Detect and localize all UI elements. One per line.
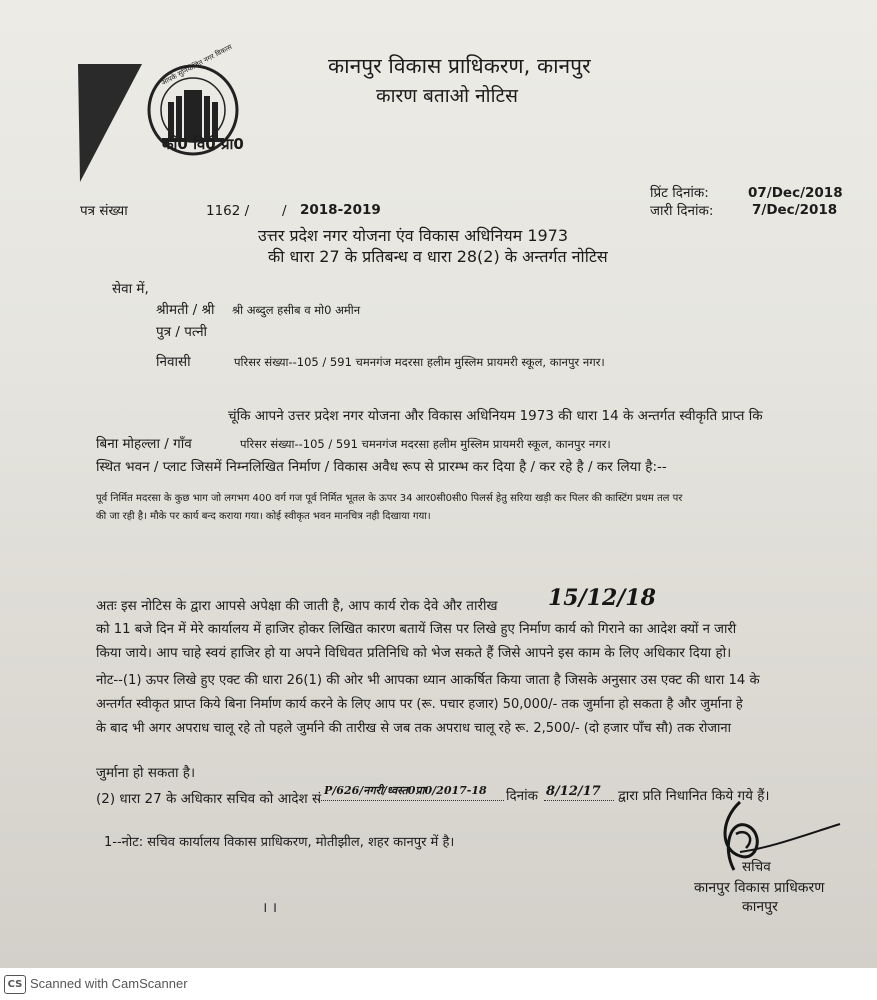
kda-logo — [138, 62, 248, 172]
subject-line-1: उत्तर प्रदेश नगर योजना एंव विकास अधिनियम 1973 — [258, 226, 569, 245]
mohalla-label: बिना मोहल्ला / गाँव — [96, 436, 192, 452]
note1-line-1: नोट--(1) ऊपर लिखे हुए एक्ट की धारा 26(1) की ओर भी आपका ध्यान आकर्षित किया जाता है जिसके अनुसार उस एक्ट की धारा 14 के — [96, 673, 760, 688]
residence-label: निवासी — [156, 354, 191, 370]
mohalla-value: परिसर संख्या--105 / 591 चमनगंज मदरसा हलीम मुस्लिम प्रायमरी स्कूल, कानपुर नगर। — [240, 437, 611, 451]
camscanner-footer — [0, 968, 877, 1000]
note2-prefix: (2) धारा 27 के अधिकार सचिव को आदेश सं — [96, 791, 322, 807]
residence-value: परिसर संख्या--105 / 591 चमनगंज मदरसा हलीम मुस्लिम प्रायमरी स्कूल, कानपुर नगर। — [234, 355, 605, 369]
signatory-org: कानपुर विकास प्राधिकरण — [694, 880, 825, 896]
note1-line-3: के बाद भी अगर अपराध चालू रहे तो पहले जुर्माने की तारीख से जब तक अपराध चालू रहे रू. 2,500/- (दो हजार पाँच सौ) तक रोजाना — [96, 721, 731, 736]
ref-number: 1162 / — [206, 203, 250, 219]
ref-year: 2018-2019 — [300, 202, 381, 218]
note3: 1--नोट: सचिव कार्यालय विकास प्राधिकरण, मोतीझील, शहर कानपुर में है। — [104, 835, 455, 850]
para2-line-3: किया जाये। आप चाहे स्वयं हाजिर हो या अपने विधिवत प्रतिनिधि को भेज सकते हैं जिसे आपने इस काम के लिए अधिकार दिया हो। — [96, 645, 732, 661]
camscanner-text: Scanned with CamScanner — [30, 976, 188, 991]
recipient-name: श्री अब्दुल हसीब व मो0 अमीन — [232, 303, 361, 317]
authority-title: कानपुर विकास प्राधिकरण, कानपुर — [328, 54, 591, 78]
para1-line-1: चूंकि आपने उत्तर प्रदेश नगर योजना और विकास अधिनियम 1973 की धारा 14 के अन्तर्गत स्वीकृति प्राप्त कि — [228, 408, 763, 424]
to-label: सेवा में, — [112, 281, 149, 297]
subject-line-2: की धारा 27 के प्रतिबन्ध व धारा 28(2) के अन्तर्गत नोटिस — [268, 247, 608, 266]
ref-label: पत्र संख्या — [80, 203, 128, 219]
note1-line-2: अन्तर्गत स्वीकृत प्राप्त किये बिना निर्माण कार्य करने के लिए आप पर (रू. पचार हजार) 50,000/- तक जुर्माना हो सकता है और जुर्माना हे — [96, 697, 743, 712]
camscanner-logo-icon — [4, 975, 26, 994]
stray-marks: । । — [262, 900, 278, 916]
corner-mark — [76, 62, 146, 187]
hearing-date-handwritten: 15/12/18 — [548, 585, 656, 611]
construction-desc-1: पूर्व निर्मित मदरसा के कुछ भाग जो लगभग 400 वर्ग गज पूर्व निर्मित भूतल के ऊपर 34 आर0सी0सी0 पिलर्स हेतु सरिया खड़ी कर पिलर की कास्टिंग प्रथम तल पर — [96, 493, 683, 504]
logo-ring-text: आपके सुनियोजित नगर विकास — [160, 43, 234, 88]
note2-suffix: द्वारा प्रति निधानित किये गये हैं। — [618, 788, 770, 804]
para2-line-1: अतः इस नोटिस के द्वारा आपसे अपेक्षा की जाती है, आप कार्य रोक देवे और तारीख — [96, 598, 498, 614]
print-date-value: 07/Dec/2018 — [748, 185, 843, 201]
order-number-underline — [318, 800, 504, 801]
relation-label: पुत्र / पत्नी — [156, 324, 208, 340]
note1-line-4: जुर्माना हो सकता है। — [96, 765, 196, 781]
ref-sep: / — [282, 203, 287, 219]
construction-desc-2: की जा रही है। मौके पर कार्य बन्द कराया गया। कोई स्वीकृत भवन मानचित्र नही दिखाया गया। — [96, 511, 431, 522]
order-date-underline — [544, 800, 614, 801]
para1-line-3: स्थित भवन / प्लाट जिसमें निम्नलिखित निर्माण / विकास अवैध रूप से प्रारम्भ कर दिया है / कर रहे है / कर लिया है:-- — [96, 459, 667, 475]
issue-date-label: जारी दिनांक: — [650, 203, 714, 219]
logo-caption: का0 वि0 प्रा0 — [162, 135, 244, 153]
signatory-designation: सचिव — [742, 859, 771, 875]
para2-line-2: को 11 बजे दिन में मेरे कार्यालय में हाजिर होकर लिखित कारण बतायें जिस पर लिखे हुए निर्माण कार्य को गिराने का आदेश क्यों न जारी — [96, 622, 737, 637]
notice-title: कारण बताओ नोटिस — [376, 85, 518, 107]
signatory-city: कानपुर — [742, 899, 778, 915]
order-number-handwritten: P/626/नगरी/ध्वस्त0प्रा0/2017-18 — [324, 784, 487, 797]
signature-scribble — [700, 790, 850, 890]
issue-date-value: 7/Dec/2018 — [752, 202, 838, 218]
camscanner-badge-text: CS — [7, 979, 23, 990]
note2-date-label: दिनांक — [506, 788, 539, 804]
print-date-label: प्रिंट दिनांक: — [650, 185, 709, 201]
name-label: श्रीमती / श्री — [156, 302, 215, 318]
order-date-handwritten: 8/12/17 — [546, 784, 601, 799]
